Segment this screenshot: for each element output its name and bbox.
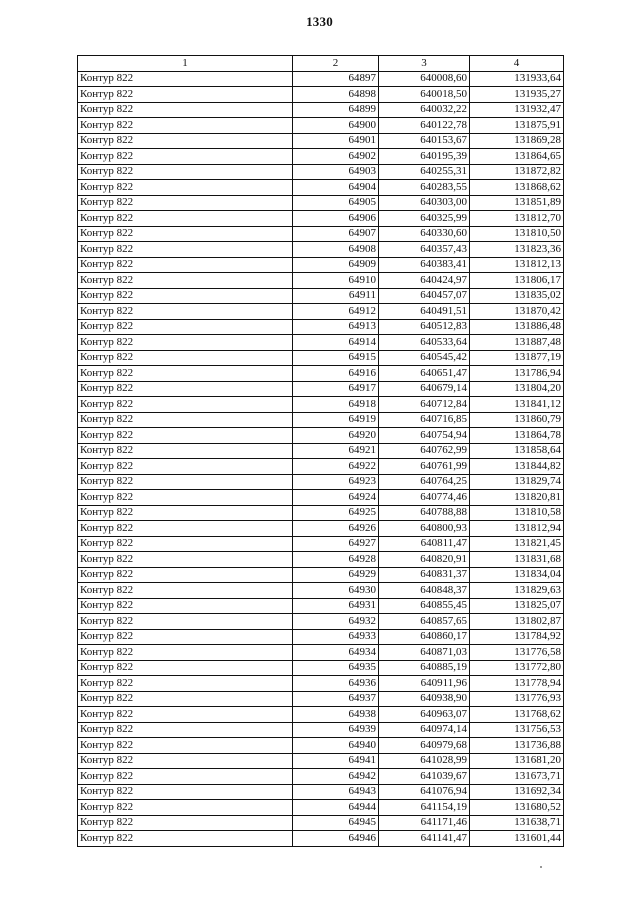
table-row — [78, 304, 564, 320]
y-coordinate-cell: 131886,48 — [470, 319, 564, 335]
contour-name-cell: Контур 822 — [78, 180, 293, 196]
point-number-cell: 64923 — [293, 474, 379, 490]
point-number-cell: 64939 — [293, 722, 379, 738]
contour-name-cell: Контур 822 — [78, 614, 293, 630]
point-number-cell: 64925 — [293, 505, 379, 521]
y-coordinate-cell: 131768,62 — [470, 707, 564, 723]
table-row — [78, 102, 564, 118]
point-number-cell: 64934 — [293, 645, 379, 661]
contour-name-cell: Контур 822 — [78, 366, 293, 382]
x-coordinate-cell: 640938,90 — [379, 691, 470, 707]
x-coordinate-cell: 640911,96 — [379, 676, 470, 692]
y-coordinate-cell: 131933,64 — [470, 71, 564, 87]
point-number-cell: 64937 — [293, 691, 379, 707]
table-row — [78, 521, 564, 537]
table-row — [78, 691, 564, 707]
point-number-cell: 64916 — [293, 366, 379, 382]
x-coordinate-cell: 640679,14 — [379, 381, 470, 397]
x-coordinate-cell: 640811,47 — [379, 536, 470, 552]
y-coordinate-cell: 131875,91 — [470, 118, 564, 134]
table-row — [78, 226, 564, 242]
x-coordinate-cell: 640008,60 — [379, 71, 470, 87]
table-row — [78, 366, 564, 382]
table-row — [78, 335, 564, 351]
x-coordinate-cell: 640424,97 — [379, 273, 470, 289]
contour-name-cell: Контур 822 — [78, 71, 293, 87]
point-number-cell: 64941 — [293, 753, 379, 769]
y-coordinate-cell: 131680,52 — [470, 800, 564, 816]
table-row — [78, 474, 564, 490]
y-coordinate-cell: 131802,87 — [470, 614, 564, 630]
y-coordinate-cell: 131834,04 — [470, 567, 564, 583]
table-row — [78, 288, 564, 304]
contour-name-cell: Контур 822 — [78, 722, 293, 738]
contour-name-cell: Контур 822 — [78, 288, 293, 304]
contour-name-cell: Контур 822 — [78, 335, 293, 351]
contour-name-cell: Контур 822 — [78, 428, 293, 444]
contour-name-cell: Контур 822 — [78, 350, 293, 366]
x-coordinate-cell: 640764,25 — [379, 474, 470, 490]
x-coordinate-cell: 640963,07 — [379, 707, 470, 723]
y-coordinate-cell: 131868,62 — [470, 180, 564, 196]
point-number-cell: 64931 — [293, 598, 379, 614]
y-coordinate-cell: 131812,70 — [470, 211, 564, 227]
header-row — [78, 56, 564, 72]
contour-name-cell: Контур 822 — [78, 226, 293, 242]
column-header-4: 4 — [470, 56, 564, 72]
table-row — [78, 459, 564, 475]
y-coordinate-cell: 131736,88 — [470, 738, 564, 754]
point-number-cell: 64945 — [293, 815, 379, 831]
table-row — [78, 490, 564, 506]
point-number-cell: 64929 — [293, 567, 379, 583]
y-coordinate-cell: 131872,82 — [470, 164, 564, 180]
table-row — [78, 536, 564, 552]
contour-name-cell: Контур 822 — [78, 769, 293, 785]
contour-name-cell: Контур 822 — [78, 815, 293, 831]
table-row — [78, 629, 564, 645]
table-row — [78, 180, 564, 196]
point-number-cell: 64924 — [293, 490, 379, 506]
point-number-cell: 64897 — [293, 71, 379, 87]
x-coordinate-cell: 640761,99 — [379, 459, 470, 475]
scan-speck — [540, 866, 542, 868]
y-coordinate-cell: 131638,71 — [470, 815, 564, 831]
y-coordinate-cell: 131810,50 — [470, 226, 564, 242]
point-number-cell: 64913 — [293, 319, 379, 335]
point-number-cell: 64909 — [293, 257, 379, 273]
x-coordinate-cell: 641028,99 — [379, 753, 470, 769]
point-number-cell: 64946 — [293, 831, 379, 847]
point-number-cell: 64927 — [293, 536, 379, 552]
contour-name-cell: Контур 822 — [78, 257, 293, 273]
point-number-cell: 64915 — [293, 350, 379, 366]
point-number-cell: 64904 — [293, 180, 379, 196]
x-coordinate-cell: 640885,19 — [379, 660, 470, 676]
table-row — [78, 149, 564, 165]
point-number-cell: 64928 — [293, 552, 379, 568]
point-number-cell: 64926 — [293, 521, 379, 537]
point-number-cell: 64903 — [293, 164, 379, 180]
x-coordinate-cell: 640122,78 — [379, 118, 470, 134]
point-number-cell: 64930 — [293, 583, 379, 599]
table-row — [78, 614, 564, 630]
page-number: 1330 — [306, 14, 333, 29]
point-number-cell: 64920 — [293, 428, 379, 444]
x-coordinate-cell: 641076,94 — [379, 784, 470, 800]
x-coordinate-cell: 640512,83 — [379, 319, 470, 335]
point-number-cell: 64942 — [293, 769, 379, 785]
table-row — [78, 505, 564, 521]
table-body — [78, 71, 564, 846]
y-coordinate-cell: 131804,20 — [470, 381, 564, 397]
x-coordinate-cell: 640979,68 — [379, 738, 470, 754]
table-row — [78, 118, 564, 134]
y-coordinate-cell: 131935,27 — [470, 87, 564, 103]
x-coordinate-cell: 640651,47 — [379, 366, 470, 382]
column-header-1: 1 — [78, 56, 293, 72]
table-row — [78, 242, 564, 258]
point-number-cell: 64944 — [293, 800, 379, 816]
contour-name-cell: Контур 822 — [78, 753, 293, 769]
table-row — [78, 257, 564, 273]
contour-name-cell: Контур 822 — [78, 164, 293, 180]
contour-name-cell: Контур 822 — [78, 273, 293, 289]
coordinates-table — [77, 55, 564, 847]
table-row — [78, 598, 564, 614]
y-coordinate-cell: 131844,82 — [470, 459, 564, 475]
contour-name-cell: Контур 822 — [78, 598, 293, 614]
x-coordinate-cell: 640774,46 — [379, 490, 470, 506]
point-number-cell: 64918 — [293, 397, 379, 413]
y-coordinate-cell: 131821,45 — [470, 536, 564, 552]
contour-name-cell: Контур 822 — [78, 567, 293, 583]
point-number-cell: 64906 — [293, 211, 379, 227]
y-coordinate-cell: 131864,65 — [470, 149, 564, 165]
y-coordinate-cell: 131681,20 — [470, 753, 564, 769]
x-coordinate-cell: 640831,37 — [379, 567, 470, 583]
table-row — [78, 443, 564, 459]
x-coordinate-cell: 640871,03 — [379, 645, 470, 661]
x-coordinate-cell: 640018,50 — [379, 87, 470, 103]
table-row — [78, 583, 564, 599]
x-coordinate-cell: 640974,14 — [379, 722, 470, 738]
contour-name-cell: Контур 822 — [78, 397, 293, 413]
y-coordinate-cell: 131825,07 — [470, 598, 564, 614]
table-row — [78, 552, 564, 568]
x-coordinate-cell: 640848,37 — [379, 583, 470, 599]
y-coordinate-cell: 131870,42 — [470, 304, 564, 320]
point-number-cell: 64935 — [293, 660, 379, 676]
contour-name-cell: Контур 822 — [78, 195, 293, 211]
y-coordinate-cell: 131820,81 — [470, 490, 564, 506]
point-number-cell: 64943 — [293, 784, 379, 800]
contour-name-cell: Контур 822 — [78, 242, 293, 258]
point-number-cell: 64899 — [293, 102, 379, 118]
x-coordinate-cell: 640255,31 — [379, 164, 470, 180]
x-coordinate-cell: 640383,41 — [379, 257, 470, 273]
x-coordinate-cell: 640357,43 — [379, 242, 470, 258]
table-row — [78, 660, 564, 676]
point-number-cell: 64912 — [293, 304, 379, 320]
point-number-cell: 64917 — [293, 381, 379, 397]
y-coordinate-cell: 131601,44 — [470, 831, 564, 847]
point-number-cell: 64921 — [293, 443, 379, 459]
x-coordinate-cell: 641154,19 — [379, 800, 470, 816]
x-coordinate-cell: 640712,84 — [379, 397, 470, 413]
contour-name-cell: Контур 822 — [78, 707, 293, 723]
table-row — [78, 753, 564, 769]
y-coordinate-cell: 131806,17 — [470, 273, 564, 289]
y-coordinate-cell: 131831,68 — [470, 552, 564, 568]
point-number-cell: 64900 — [293, 118, 379, 134]
table-row — [78, 707, 564, 723]
contour-name-cell: Контур 822 — [78, 443, 293, 459]
y-coordinate-cell: 131776,93 — [470, 691, 564, 707]
table-row — [78, 319, 564, 335]
column-header-3: 3 — [379, 56, 470, 72]
point-number-cell: 64907 — [293, 226, 379, 242]
x-coordinate-cell: 640283,55 — [379, 180, 470, 196]
table-row — [78, 397, 564, 413]
contour-name-cell: Контур 822 — [78, 102, 293, 118]
table-row — [78, 211, 564, 227]
x-coordinate-cell: 641171,46 — [379, 815, 470, 831]
x-coordinate-cell: 640533,64 — [379, 335, 470, 351]
point-number-cell: 64910 — [293, 273, 379, 289]
x-coordinate-cell: 641141,47 — [379, 831, 470, 847]
y-coordinate-cell: 131778,94 — [470, 676, 564, 692]
y-coordinate-cell: 131877,19 — [470, 350, 564, 366]
contour-name-cell: Контур 822 — [78, 583, 293, 599]
point-number-cell: 64933 — [293, 629, 379, 645]
contour-name-cell: Контур 822 — [78, 660, 293, 676]
contour-name-cell: Контур 822 — [78, 784, 293, 800]
contour-name-cell: Контур 822 — [78, 211, 293, 227]
point-number-cell: 64914 — [293, 335, 379, 351]
contour-name-cell: Контур 822 — [78, 645, 293, 661]
x-coordinate-cell: 640788,88 — [379, 505, 470, 521]
table-row — [78, 381, 564, 397]
y-coordinate-cell: 131851,89 — [470, 195, 564, 211]
table-row — [78, 738, 564, 754]
y-coordinate-cell: 131860,79 — [470, 412, 564, 428]
table-row — [78, 567, 564, 583]
table-row — [78, 800, 564, 816]
contour-name-cell: Контур 822 — [78, 676, 293, 692]
table-row — [78, 273, 564, 289]
contour-name-cell: Контур 822 — [78, 738, 293, 754]
x-coordinate-cell: 640195,39 — [379, 149, 470, 165]
table-row — [78, 164, 564, 180]
contour-name-cell: Контур 822 — [78, 118, 293, 134]
table-row — [78, 722, 564, 738]
contour-name-cell: Контур 822 — [78, 691, 293, 707]
x-coordinate-cell: 640754,94 — [379, 428, 470, 444]
table-row — [78, 71, 564, 87]
y-coordinate-cell: 131841,12 — [470, 397, 564, 413]
table-row — [78, 769, 564, 785]
table-row — [78, 815, 564, 831]
x-coordinate-cell: 640800,93 — [379, 521, 470, 537]
y-coordinate-cell: 131932,47 — [470, 102, 564, 118]
table-row — [78, 133, 564, 149]
contour-name-cell: Контур 822 — [78, 149, 293, 165]
point-number-cell: 64922 — [293, 459, 379, 475]
contour-name-cell: Контур 822 — [78, 800, 293, 816]
table-row — [78, 645, 564, 661]
column-header-2: 2 — [293, 56, 379, 72]
y-coordinate-cell: 131823,36 — [470, 242, 564, 258]
x-coordinate-cell: 641039,67 — [379, 769, 470, 785]
y-coordinate-cell: 131784,92 — [470, 629, 564, 645]
table-row — [78, 195, 564, 211]
y-coordinate-cell: 131869,28 — [470, 133, 564, 149]
contour-name-cell: Контур 822 — [78, 381, 293, 397]
point-number-cell: 64902 — [293, 149, 379, 165]
x-coordinate-cell: 640860,17 — [379, 629, 470, 645]
point-number-cell: 64905 — [293, 195, 379, 211]
x-coordinate-cell: 640545,42 — [379, 350, 470, 366]
contour-name-cell: Контур 822 — [78, 629, 293, 645]
y-coordinate-cell: 131829,74 — [470, 474, 564, 490]
y-coordinate-cell: 131786,94 — [470, 366, 564, 382]
y-coordinate-cell: 131858,64 — [470, 443, 564, 459]
contour-name-cell: Контур 822 — [78, 87, 293, 103]
y-coordinate-cell: 131810,58 — [470, 505, 564, 521]
x-coordinate-cell: 640032,22 — [379, 102, 470, 118]
x-coordinate-cell: 640491,51 — [379, 304, 470, 320]
point-number-cell: 64901 — [293, 133, 379, 149]
table-row — [78, 412, 564, 428]
x-coordinate-cell: 640330,60 — [379, 226, 470, 242]
contour-name-cell: Контур 822 — [78, 474, 293, 490]
contour-name-cell: Контур 822 — [78, 133, 293, 149]
x-coordinate-cell: 640855,45 — [379, 598, 470, 614]
table-row — [78, 831, 564, 847]
x-coordinate-cell: 640857,65 — [379, 614, 470, 630]
point-number-cell: 64911 — [293, 288, 379, 304]
y-coordinate-cell: 131772,80 — [470, 660, 564, 676]
x-coordinate-cell: 640820,91 — [379, 552, 470, 568]
contour-name-cell: Контур 822 — [78, 552, 293, 568]
point-number-cell: 64932 — [293, 614, 379, 630]
point-number-cell: 64938 — [293, 707, 379, 723]
table-row — [78, 428, 564, 444]
contour-name-cell: Контур 822 — [78, 412, 293, 428]
y-coordinate-cell: 131829,63 — [470, 583, 564, 599]
x-coordinate-cell: 640457,07 — [379, 288, 470, 304]
point-number-cell: 64940 — [293, 738, 379, 754]
point-number-cell: 64919 — [293, 412, 379, 428]
y-coordinate-cell: 131673,71 — [470, 769, 564, 785]
table-row — [78, 87, 564, 103]
y-coordinate-cell: 131812,13 — [470, 257, 564, 273]
contour-name-cell: Контур 822 — [78, 304, 293, 320]
contour-name-cell: Контур 822 — [78, 490, 293, 506]
contour-name-cell: Контур 822 — [78, 831, 293, 847]
y-coordinate-cell: 131812,94 — [470, 521, 564, 537]
x-coordinate-cell: 640325,99 — [379, 211, 470, 227]
contour-name-cell: Контур 822 — [78, 459, 293, 475]
x-coordinate-cell: 640303,00 — [379, 195, 470, 211]
contour-name-cell: Контур 822 — [78, 319, 293, 335]
point-number-cell: 64908 — [293, 242, 379, 258]
contour-name-cell: Контур 822 — [78, 505, 293, 521]
y-coordinate-cell: 131835,02 — [470, 288, 564, 304]
table-row — [78, 784, 564, 800]
point-number-cell: 64898 — [293, 87, 379, 103]
contour-name-cell: Контур 822 — [78, 536, 293, 552]
x-coordinate-cell: 640153,67 — [379, 133, 470, 149]
y-coordinate-cell: 131692,34 — [470, 784, 564, 800]
y-coordinate-cell: 131887,48 — [470, 335, 564, 351]
y-coordinate-cell: 131756,53 — [470, 722, 564, 738]
contour-name-cell: Контур 822 — [78, 521, 293, 537]
table-row — [78, 350, 564, 366]
x-coordinate-cell: 640762,99 — [379, 443, 470, 459]
y-coordinate-cell: 131864,78 — [470, 428, 564, 444]
x-coordinate-cell: 640716,85 — [379, 412, 470, 428]
y-coordinate-cell: 131776,58 — [470, 645, 564, 661]
point-number-cell: 64936 — [293, 676, 379, 692]
table-row — [78, 676, 564, 692]
